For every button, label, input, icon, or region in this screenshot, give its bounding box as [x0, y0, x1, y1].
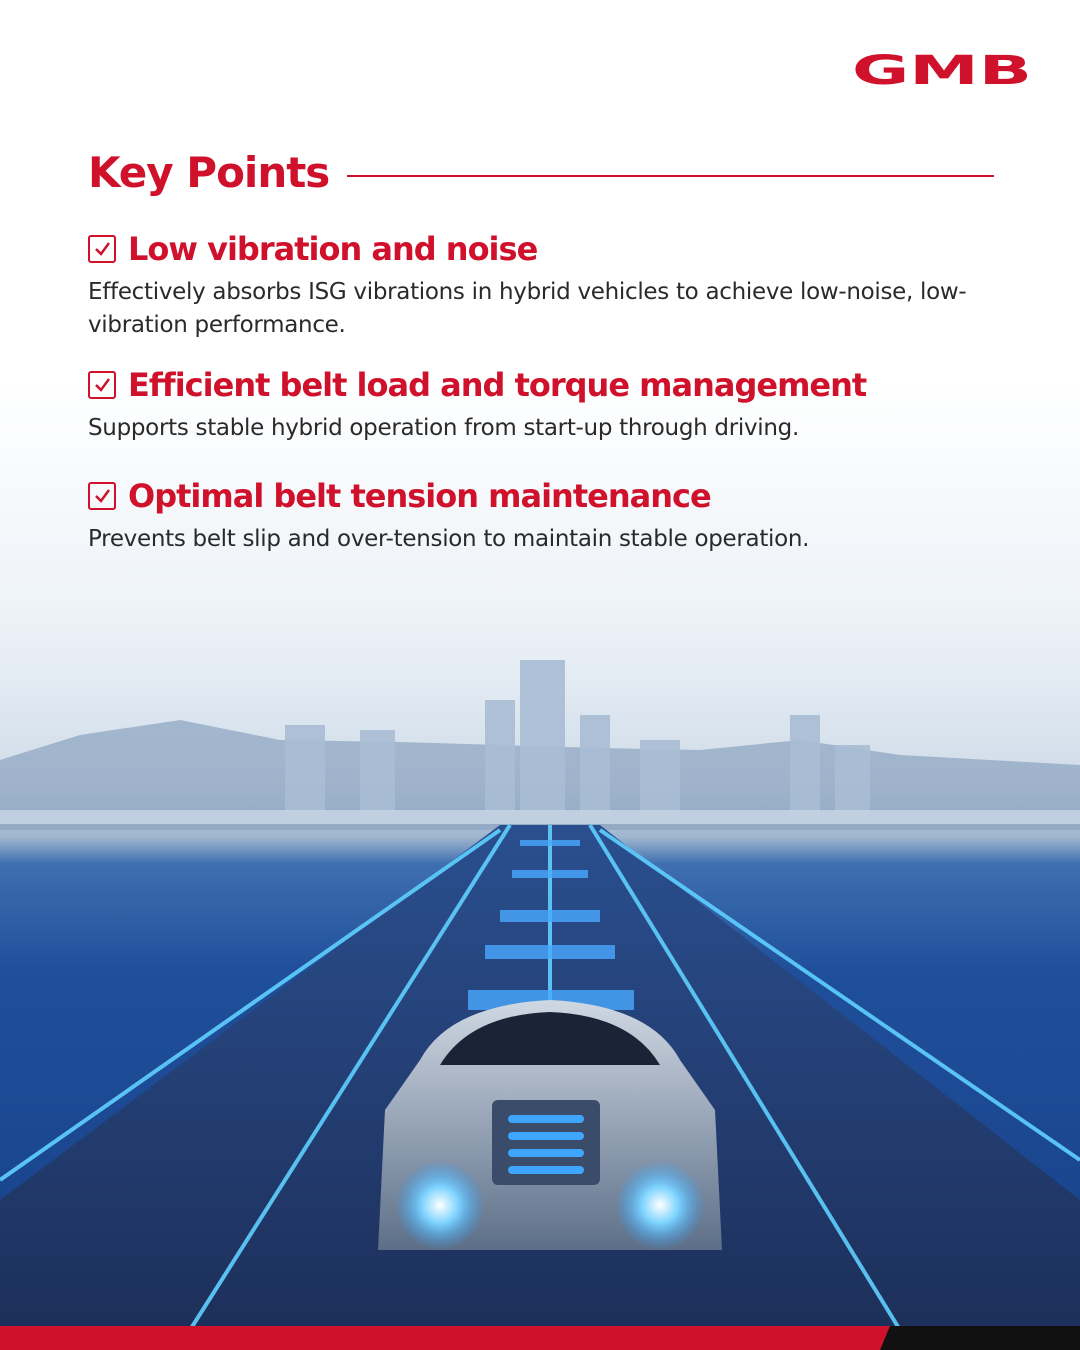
- gmb-logo: [852, 52, 1032, 88]
- divider: [347, 175, 994, 177]
- section-header: [88, 148, 994, 197]
- key-point: [88, 230, 968, 342]
- point-title: Efficient belt load and torque management: [128, 366, 867, 404]
- page-title: Key Points: [88, 148, 330, 197]
- point-description: Supports stable hybrid operation from start-up through driving.: [88, 415, 799, 441]
- point-description: Effectively absorbs ISG vibrations in hybrid vehicles to achieve low-noise, low-vibration performance.: [88, 279, 967, 338]
- checkbox-checked-icon: [88, 235, 116, 263]
- checkbox-checked-icon: [88, 371, 116, 399]
- point-title: Optimal belt tension maintenance: [128, 477, 711, 515]
- key-point: [88, 477, 809, 556]
- checkbox-checked-icon: [88, 482, 116, 510]
- key-point: [88, 366, 866, 445]
- point-title: Low vibration and noise: [128, 230, 538, 268]
- svg-text:GMB: GMB: [852, 52, 1032, 88]
- footer-bar-black: [880, 1326, 1080, 1350]
- footer-bar-red: [0, 1326, 890, 1350]
- point-description: Prevents belt slip and over-tension to maintain stable operation.: [88, 526, 810, 552]
